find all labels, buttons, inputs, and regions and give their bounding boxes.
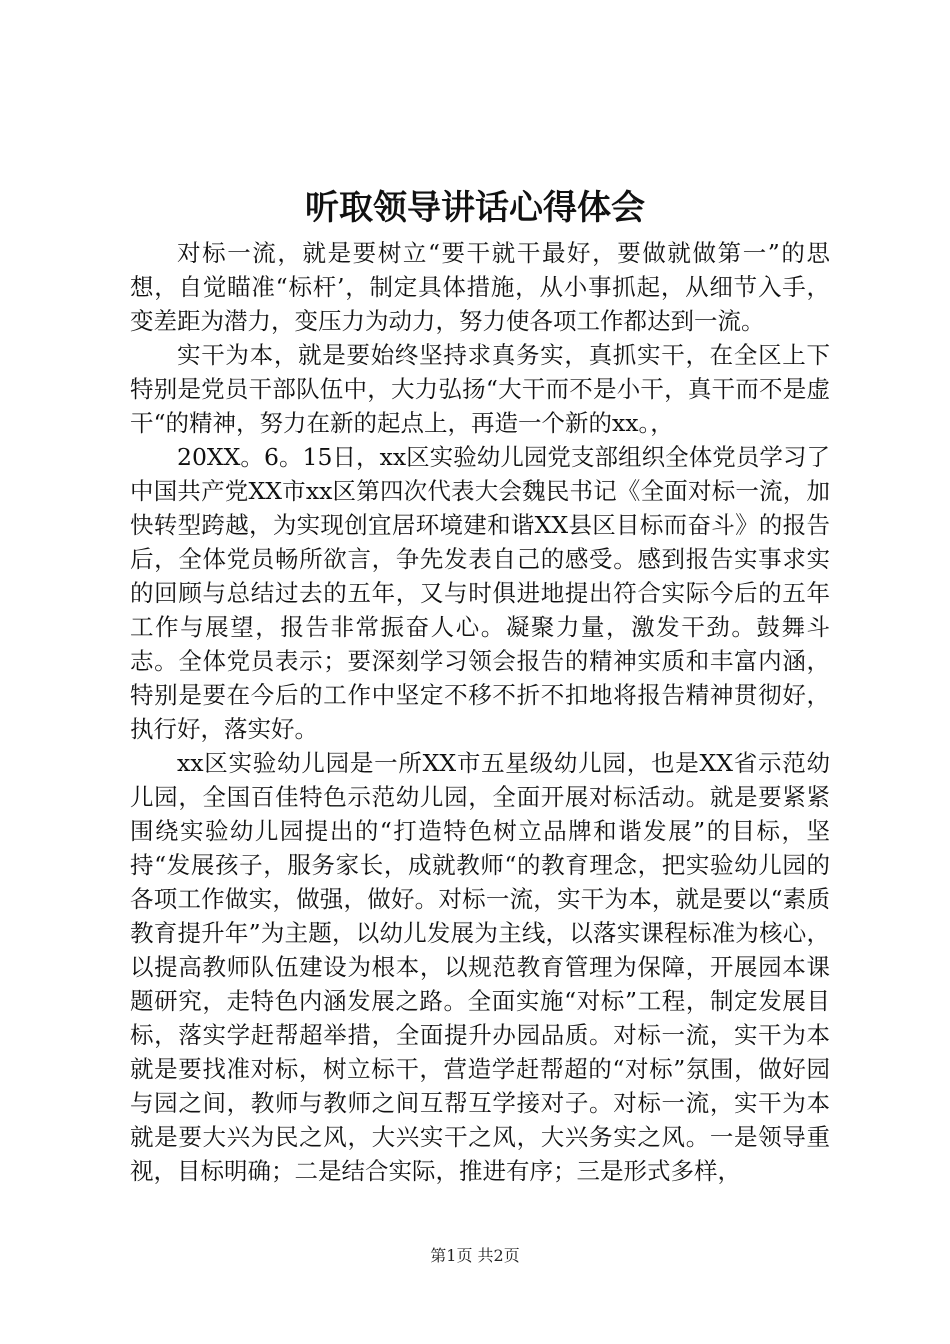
- paragraph-4: xx区实验幼儿园是一所XX市五星级幼儿园，也是XX省示范幼儿园，全国百佳特色示范幼儿园，全面开展对标活动。就是要紧紧围绕实验幼儿园提出的“打造特色树立品牌和谐发展”的目标，坚持“发展孩子，服务家长，成就教师“的教育理念，把实验幼儿园的各项工作做实，做强，做好。对标一流，实干为本，就是要以“素质教育提升年”为主题，以幼儿发展为主线，以落实课程标准为核心，以提高教师队伍建设为根本，以规范教育管理为保障，开展园本课题研究，走特色内涵发展之路。全面实施“对标”工程，制定发展目标，落实学赶帮超举措，全面提升办园品质。对标一流，实干为本就是要找准对标，树立标干，营造学赶帮超的“对标”氛围，做好园与园之间，教师与教师之间互帮互学接对子。对标一流，实干为本就是要大兴为民之风，大兴实干之风，大兴务实之风。一是领导重视，目标明确；二是结合实际，推进有序；三是形式多样，: [130, 749, 830, 1185]
- paragraph-3: 20XX。6。15日，xx区实验幼儿园党支部组织全体党员学习了中国共产党XX市xx区第四次代表大会魏民书记《全面对标一流，加快转型跨越，为实现创宜居环境建和谐XX县区目标而奋斗》的报告后，全体党员畅所欲言，争先发表自己的感受。感到报告实事求实的回顾与总结过去的五年，又与时俱进地提出符合实际今后的五年工作与展望，报告非常振奋人心。凝聚力量，激发干劲。鼓舞斗志。全体党员表示；要深刻学习领会报告的精神实质和丰富内涵，特别是要在今后的工作中坚定不移不折不扣地将报告精神贯彻好，执行好，落实好。: [130, 443, 830, 743]
- document-body: [130, 236, 830, 1188]
- document-title: 听取领导讲话心得体会: [305, 188, 645, 228]
- paragraph-2: 实干为本，就是要始终坚持求真务实，真抓实干，在全区上下特别是党员干部队伍中，大力弘扬“大干而不是小干，真干而不是虚干“的精神，努力在新的起点上，再造一个新的xx。，: [130, 341, 830, 437]
- page-number-footer: 第1页 共2页: [430, 1246, 520, 1265]
- paragraph-1: 对标一流，就是要树立“要干就干最好，要做就做第一”的思想，自觉瞄准“标杆’，制定具体措施，从小事抓起，从细节入手，变差距为潜力，变压力为动力，努力使各项工作都达到一流。: [130, 239, 830, 335]
